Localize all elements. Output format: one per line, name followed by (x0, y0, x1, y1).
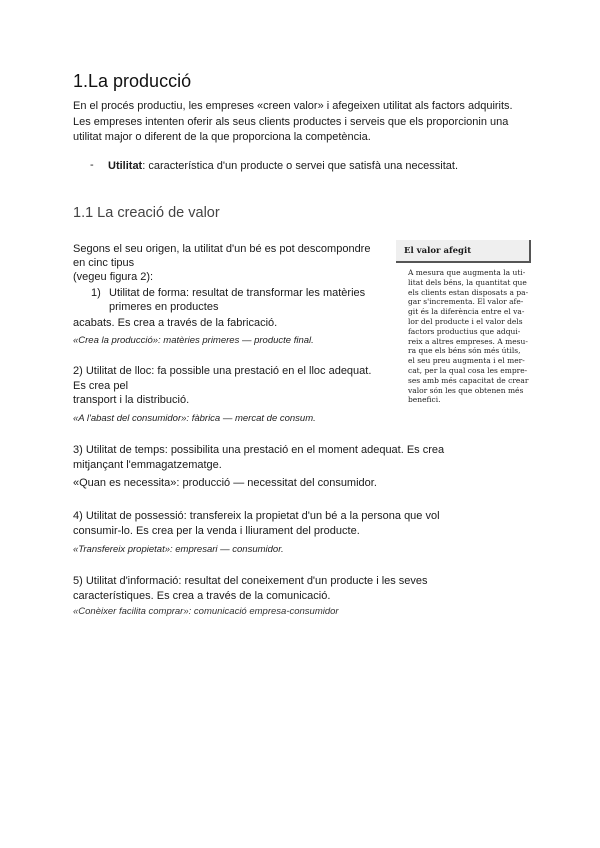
sidebar-line: benefici. (408, 395, 441, 405)
sidebar-line: ses amb més capacitat de crear (408, 375, 529, 385)
type4-example: «Transfereix propietat»: empresari — consumidor. (73, 544, 284, 555)
type5-line-2: característiques. Es crea a través de la comunicació. (73, 590, 331, 602)
type1-example: «Crea la producció»: matèries primeres — producte final. (73, 335, 314, 346)
type3-line-1: 3) Utilitat de temps: possibilita una prestació en el moment adequat. Es crea (73, 444, 445, 456)
sidebar-title: El valor afegit (396, 240, 531, 263)
sidebar-line: ra que els béns són més útils, (408, 346, 521, 356)
origin-line-3: (vegeu figura 2): (73, 271, 154, 283)
type4-line-2: consumir-lo. Es crea per la venda i lliurament del producte. (73, 525, 360, 537)
type2-line-2: Es crea pel (73, 380, 129, 392)
type5-example: «Conèixer facilita comprar»: comunicació empresa-consumidor (73, 606, 339, 617)
type1-line-3: acabats. Es crea a través de la fabricació. (73, 317, 278, 329)
bullet-dash: - (90, 159, 94, 171)
sidebar-line: factors productius que adqui- (408, 326, 521, 336)
definition-term: Utilitat (108, 160, 143, 172)
sidebar-line: reix a altres empreses. A mesu- (408, 336, 528, 346)
definition-utilitat (108, 159, 458, 174)
type2-line-3: transport i la distribució. (73, 394, 190, 406)
heading-la-produccio: 1.La producció (73, 71, 192, 91)
intro-line-1: En el procés productiu, les empreses «creen valor» i afegeixen utilitat als factors adquirits. (73, 100, 513, 112)
sidebar-line: lor del producte i el valor dels (408, 316, 523, 326)
intro-line-2: Les empreses intenten oferir als seus clients productes i serveis que els proporcionin una (73, 116, 509, 128)
origin-line-1: Segons el seu origen, la utilitat d'un bé es pot descompondre (73, 243, 371, 255)
type2-line-1: 2) Utilitat de lloc: fa possible una prestació en el lloc adequat. (73, 365, 372, 377)
sidebar-text (408, 268, 534, 405)
sidebar-line: el seu preu augmenta i el mer- (408, 356, 525, 366)
definition-text: : característica d'un producte o servei que satisfà una necessitat. (142, 160, 459, 172)
sidebar-line: valor són les que obtenen més (408, 385, 524, 395)
type1-line-1: Utilitat de forma: resultat de transformar les matèries (109, 287, 366, 299)
type3-example: «Quan es necessita»: producció — necessitat del consumidor. (73, 477, 377, 489)
type5-line-1: 5) Utilitat d'informació: resultat del coneixement d'un producte i les seves (73, 575, 428, 587)
type3-line-2: mitjançant l'emmagatzematge. (73, 459, 222, 471)
intro-line-3: utilitat major o diferent de la que proporciona la competència. (73, 131, 371, 143)
sidebar-line: gar s'incrementa. El valor afe- (408, 297, 524, 307)
type1-number: 1) (91, 287, 101, 299)
sidebar-line: cat, per la qual cosa les empre- (408, 365, 528, 375)
type2-example: «A l'abast del consumidor»: fàbrica — mercat de consum. (73, 413, 316, 424)
sidebar-line: git és la diferència entre el va- (408, 307, 525, 317)
type1-line-2: primeres en productes (109, 301, 219, 313)
heading-creacio-de-valor: 1.1 La creació de valor (73, 205, 220, 221)
sidebar-line: els clients estan disposats a pa- (408, 287, 529, 297)
sidebar-line: A mesura que augmenta la uti- (408, 268, 526, 277)
type4-line-1: 4) Utilitat de possessió: transfereix la propietat d'un bé a la persona que vol (73, 510, 440, 522)
sidebar-line: litat dels béns, la quantitat que (408, 277, 527, 287)
origin-line-2: en cinc tipus (73, 257, 135, 269)
